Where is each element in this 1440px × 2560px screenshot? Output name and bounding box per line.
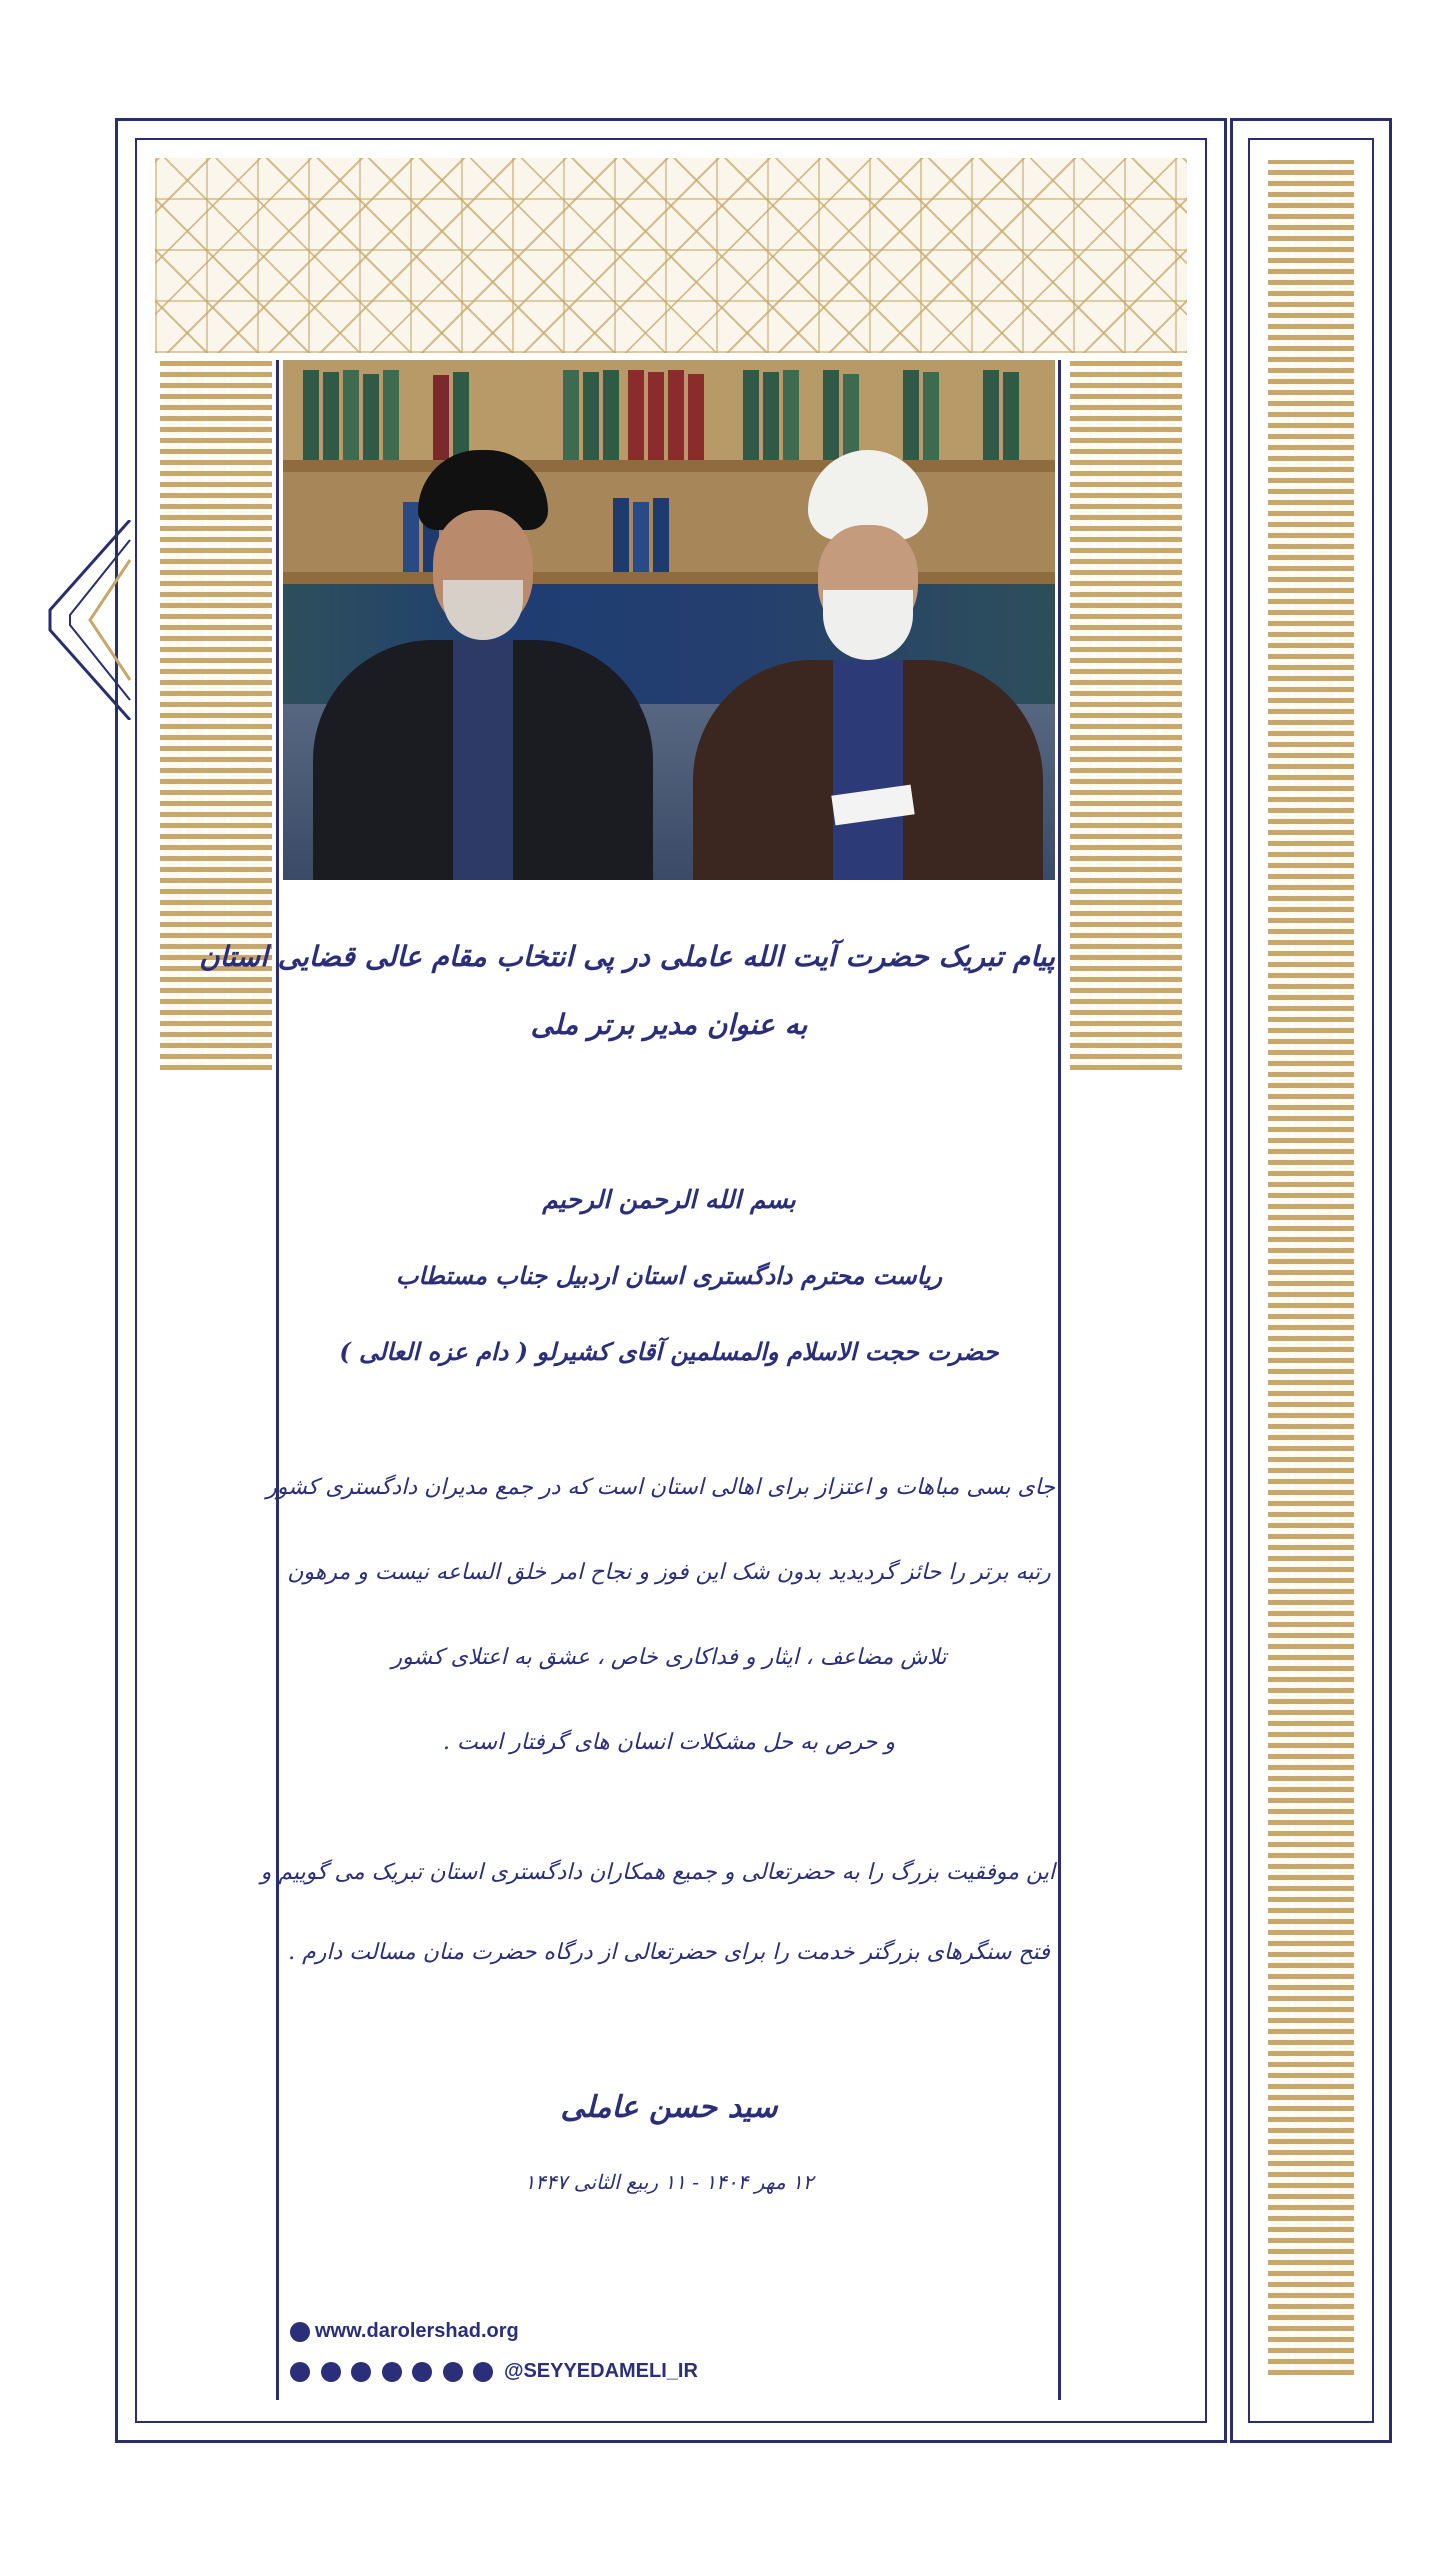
aparat-icon[interactable]: [290, 2362, 310, 2382]
website-row[interactable]: [290, 2320, 519, 2343]
instagram-icon[interactable]: [443, 2362, 463, 2382]
person-left: [303, 450, 663, 880]
bale-icon[interactable]: [382, 2362, 402, 2382]
bismillah: بسم الله الرحمن الرحیم: [542, 1185, 796, 1214]
closing-line-2: فتح سنگرهای بزرگتر خدمت را برای حضرتعالی از درگاه حضرت منان مسالت دارم .: [288, 1940, 1050, 1965]
eitaa-icon[interactable]: [351, 2362, 371, 2382]
title-block: [199, 940, 1055, 1100]
soroush-icon[interactable]: [321, 2362, 341, 2382]
frame-notch-decoration: [30, 520, 140, 720]
divider-line-right: [1058, 360, 1061, 2400]
body-line-4: و حرص به حل مشکلات انسان های گرفتار است .: [443, 1730, 895, 1755]
social-handle[interactable]: @SEYYEDAMELI_IR: [503, 2360, 698, 2382]
telegram-icon[interactable]: [473, 2362, 493, 2382]
letter-closing: [260, 1860, 1055, 2000]
body-line-3: تلاش مضاعف ، ایثار و فداکاری خاص ، عشق به اعتلای کشور: [391, 1645, 947, 1670]
recipient-line-2: حضرت حجت الاسلام والمسلمین آقای کشیرلو ( دام عزه العالی ): [339, 1337, 999, 1366]
kufic-panel-far-right: [1268, 160, 1354, 2375]
letter-body: [266, 1475, 1055, 1775]
title-line-1: پیام تبریک حضرت آیت الله عاملی در پی انتخاب مقام عالی قضایی استان: [199, 940, 1055, 973]
photo-clerics: [283, 360, 1055, 880]
twitter-icon[interactable]: [412, 2362, 432, 2382]
geometric-pattern-header: [155, 158, 1187, 353]
footer: [290, 2320, 810, 2400]
date: ۱۲ مهر ۱۴۰۴ - ۱۱ ربیع الثانی ۱۴۴۷: [524, 2170, 814, 2194]
divider-line-left: [276, 360, 279, 2400]
globe-icon: [290, 2322, 310, 2342]
social-row: [290, 2360, 698, 2383]
signature-block: [283, 2090, 1055, 2220]
closing-line-1: این موفقیت بزرگ را به حضرتعالی و جمیع همکاران دادگستری استان تبریک می گوییم و: [260, 1860, 1055, 1885]
recipient-line-1: ریاست محترم دادگستری استان اردبیل جناب مستطاب: [395, 1261, 943, 1290]
body-line-1: جای بسی مباهات و اعتزاز برای اهالی استان است که در جمع مدیران دادگستری کشور: [266, 1475, 1055, 1500]
website-link[interactable]: www.darolershad.org: [315, 2320, 519, 2342]
kufic-panel-center-right: [1070, 360, 1182, 1070]
body-line-2: رتبه برتر را حائز گردیدید بدون شک این فوز و نجاح امر خلق الساعه نیست و مرهون: [287, 1560, 1051, 1585]
title-line-2: به عنوان مدیر برتر ملی: [530, 1008, 808, 1041]
person-right: [673, 450, 1053, 880]
bookshelf-top: [283, 360, 1055, 460]
letter-header: [283, 1185, 1055, 1405]
signature: سید حسن عاملی: [560, 2090, 778, 2125]
